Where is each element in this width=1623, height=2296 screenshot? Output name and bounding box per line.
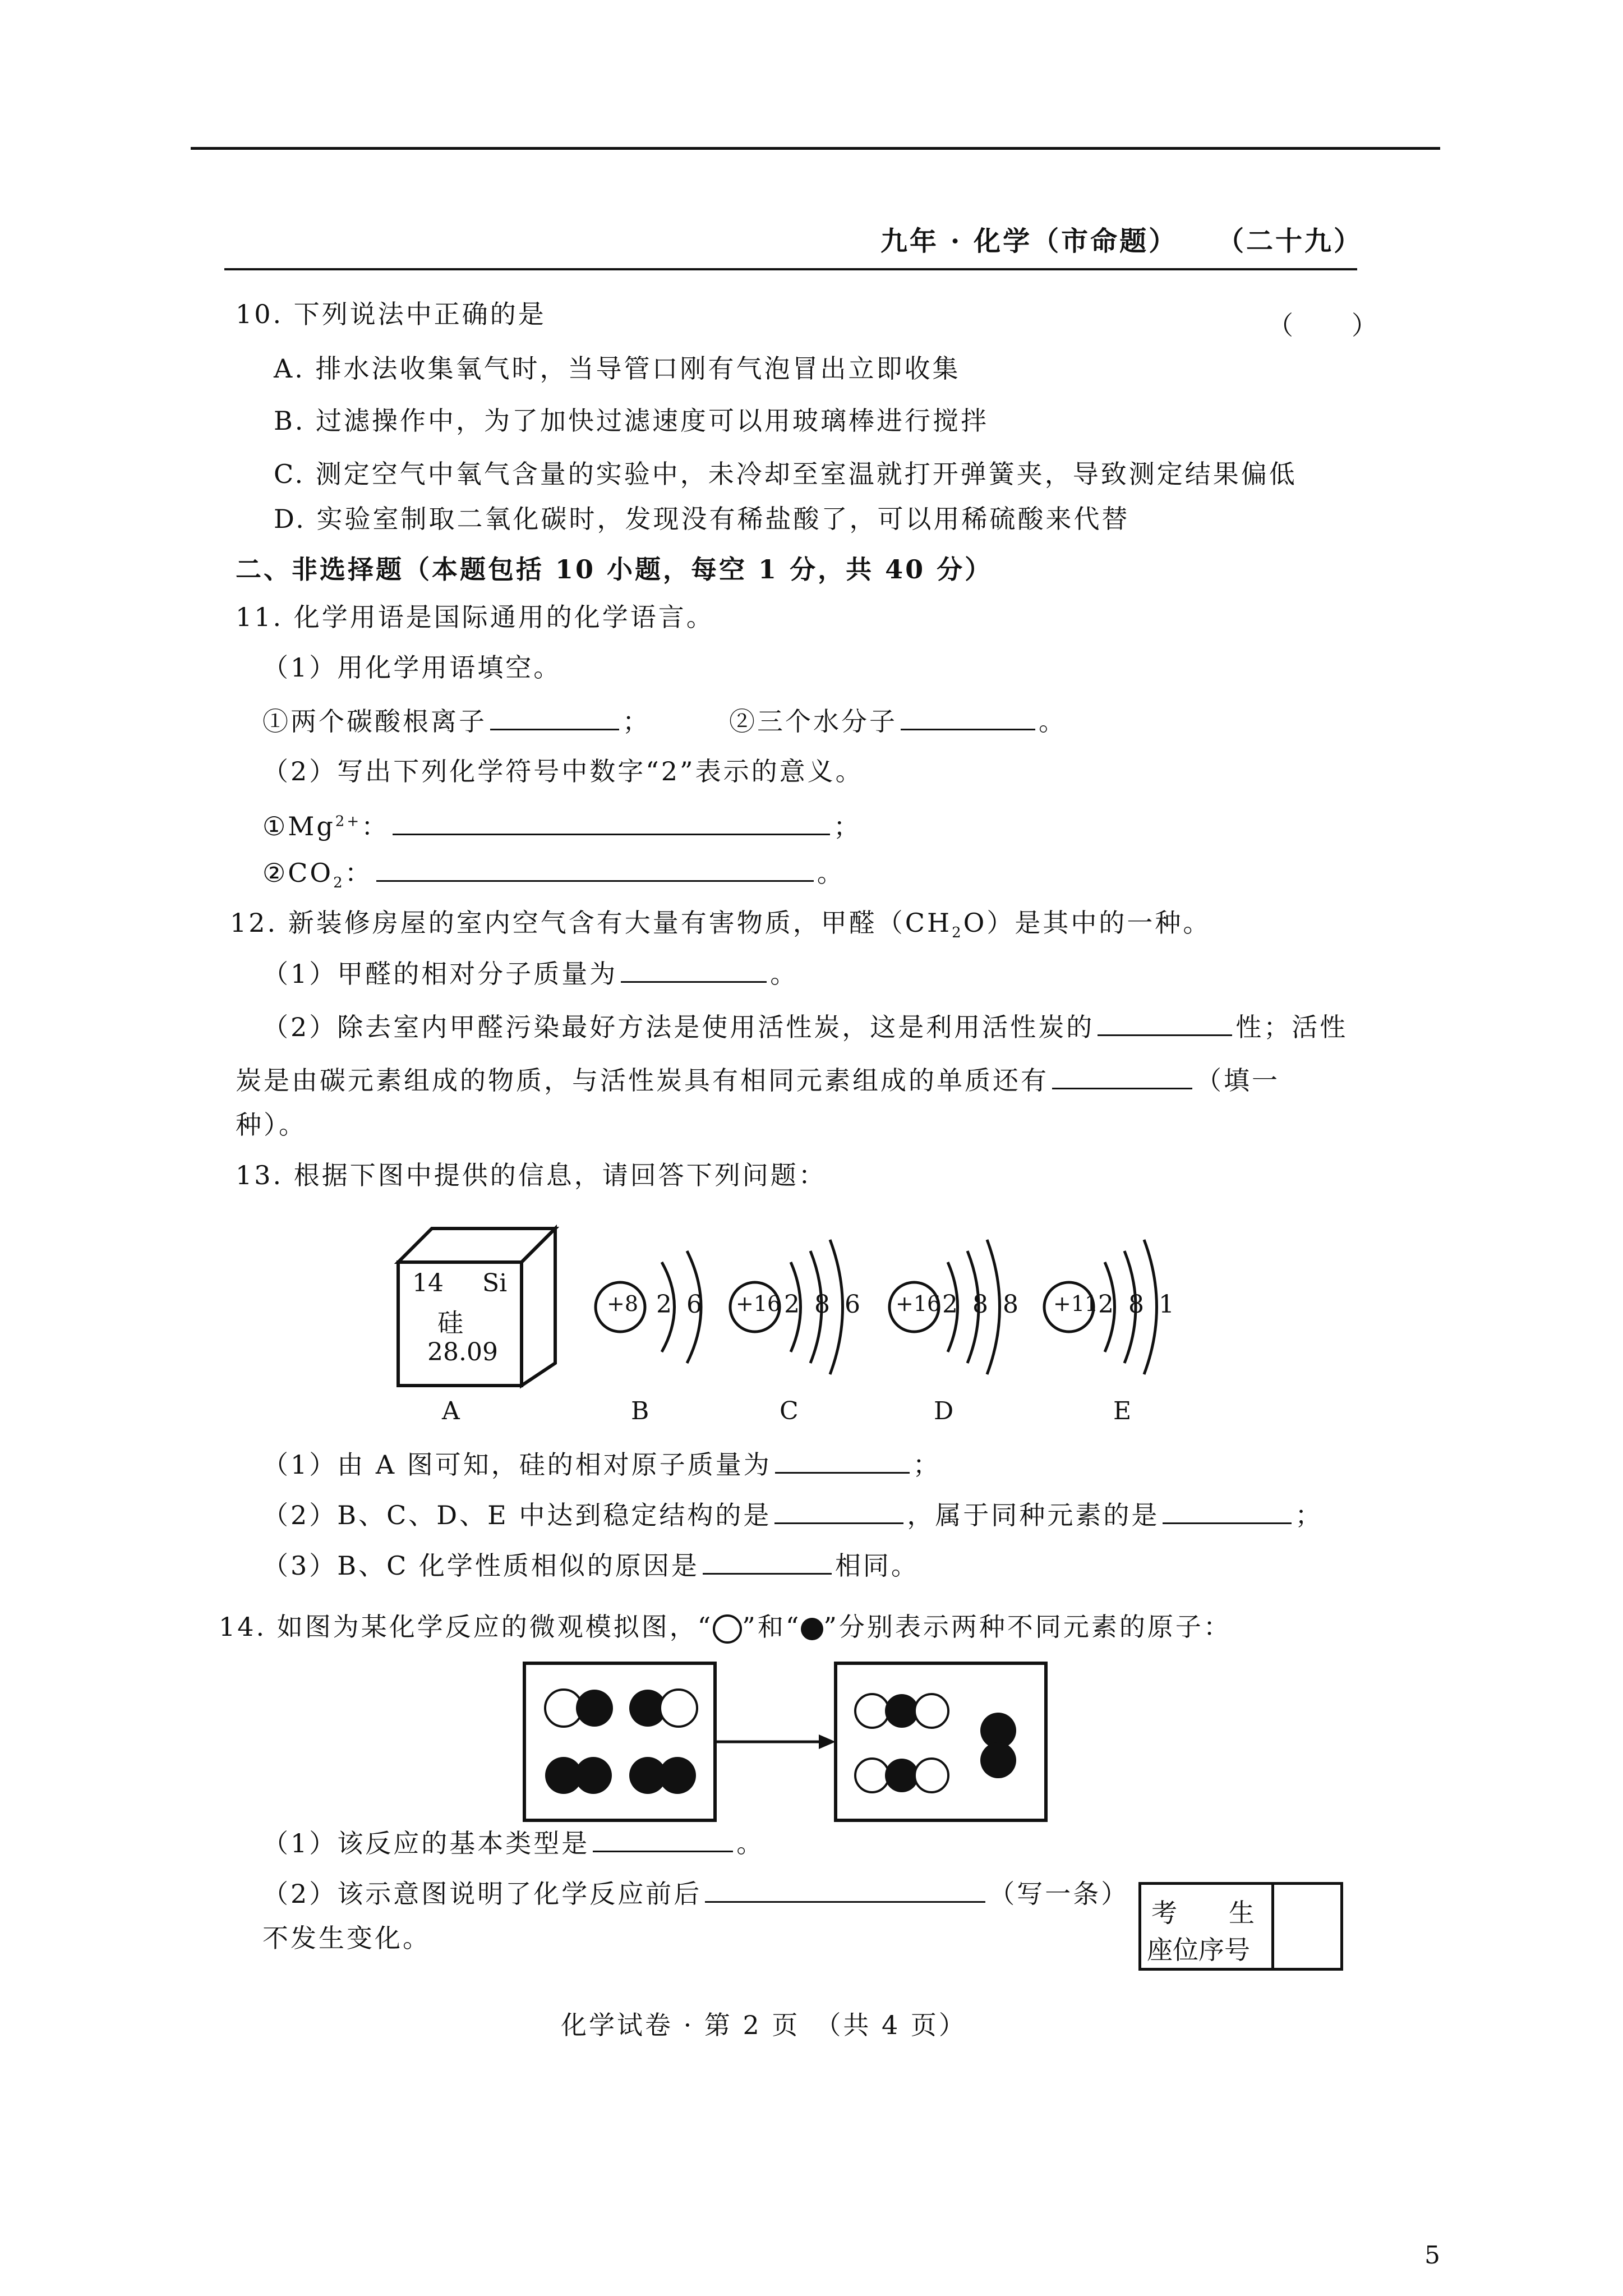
q13-p1-end: ；	[912, 1450, 941, 1480]
q12-stem-a: 12. 新装修房屋的室内空气含有大量有害物质，甲醛（CH	[230, 908, 952, 938]
q11-1b-end: 。	[1039, 706, 1067, 737]
atom-d-nucleus: +16	[896, 1291, 941, 1316]
element-number: 14	[412, 1269, 444, 1297]
q11-2b-end: 。	[817, 858, 845, 888]
q12-p2-blank1[interactable]	[1098, 1010, 1232, 1036]
q14-p2-blank[interactable]	[705, 1876, 985, 1903]
seat-box-label-2: 座位序号	[1147, 1935, 1250, 1965]
q10-answer-bracket[interactable]: （ ）	[1267, 310, 1380, 341]
q11-1a-label: ①两个碳酸根离子	[262, 706, 487, 737]
q11-2b-sub: 2	[333, 875, 345, 892]
q13-p2-blank1[interactable]	[774, 1498, 903, 1524]
label-a: A	[442, 1397, 460, 1425]
q13-part1	[262, 1447, 941, 1481]
q12-part1	[262, 956, 798, 991]
atom-d-label: D	[934, 1397, 954, 1425]
q12-p1-end: 。	[770, 959, 799, 989]
q11-2a-formula	[262, 811, 361, 841]
q14-part1	[262, 1826, 764, 1860]
atom-e-shells: 2 8 1	[1098, 1290, 1178, 1319]
header-subject: 九年 · 化学（市命题）	[880, 226, 1178, 257]
q10-option-b: B. 过滤操作中，为了加快过滤速度可以用玻璃棒进行搅拌	[274, 406, 989, 436]
q11-part1-line	[262, 704, 651, 738]
q14-stem-b: ”和“	[742, 1612, 801, 1642]
q11-2b-line	[262, 855, 845, 900]
q12-stem	[230, 906, 1211, 950]
q11-1a-end: ；	[623, 706, 651, 737]
q11-part1: （1）用化学用语填空。	[262, 652, 562, 683]
page-footer: 化学试卷 · 第 2 页 （共 4 页）	[561, 2010, 967, 2040]
q11-2a-end: ；	[833, 811, 862, 842]
q14-part2	[262, 1876, 1129, 1911]
q13-p2-label: （2）B、C、D、E 中达到稳定结构的是	[262, 1500, 772, 1530]
q14-p1-end: 。	[736, 1828, 765, 1858]
q12-p2-text3: 炭是由碳元素组成的物质，与活性炭具有相同元素组成的单质还有	[236, 1065, 1049, 1096]
q10-option-d: D. 实验室制取二氧化碳时，发现没有稀盐酸了，可以用稀硫酸来代替	[274, 504, 1130, 534]
q11-1b-blank[interactable]	[901, 704, 1035, 730]
q12-p2-text2: 性；活性	[1235, 1012, 1348, 1042]
filled-circle-icon	[801, 1618, 823, 1640]
seat-box-label-1: 考 生	[1151, 1898, 1255, 1928]
q11-2a-blank[interactable]	[393, 809, 830, 835]
atom-d-shells: 2 8 8	[942, 1290, 1022, 1319]
atom-c-shells: 2 8 6	[784, 1290, 864, 1319]
q12-part2-line2	[236, 1063, 1280, 1097]
q11-2a-line	[262, 805, 861, 843]
q13-part3	[262, 1548, 919, 1582]
q12-part2-line3: 种）。	[236, 1110, 307, 1140]
q11-2a-colon: ：	[361, 811, 390, 842]
element-symbol: Si	[482, 1269, 508, 1297]
q14-p1-label: （1）该反应的基本类型是	[262, 1828, 590, 1858]
q12-p2-text4: （填一	[1196, 1065, 1280, 1096]
q12-stem-sub: 2	[952, 924, 963, 942]
q13-p2-blank2[interactable]	[1163, 1498, 1292, 1524]
q12-part2-line1	[262, 1010, 1348, 1044]
q12-p2-text1: （2）除去室内甲醛污染最好方法是使用活性炭，这是利用活性炭的	[262, 1012, 1095, 1042]
q11-part2: （2）写出下列化学符号中数字“2”表示的意义。	[262, 756, 864, 786]
atom-b-label: B	[631, 1397, 649, 1425]
q14-stem-c: ”分别表示两种不同元素的原子：	[823, 1612, 1232, 1642]
q10-stem: 10. 下列说法中正确的是	[236, 299, 546, 329]
atom-c-nucleus: +16	[736, 1291, 781, 1316]
element-name: 硅	[437, 1308, 463, 1338]
q12-p1-blank[interactable]	[621, 956, 767, 983]
q14-stem-a: 14. 如图为某化学反应的微观模拟图，“	[219, 1612, 713, 1642]
section-heading: 二、非选择题（本题包括 10 小题，每空 1 分，共 40 分）	[236, 554, 993, 585]
q13-p3-end: 相同。	[834, 1550, 919, 1581]
top-rule	[191, 147, 1440, 150]
q11-2b-blank[interactable]	[376, 855, 814, 882]
q14-p2-hint: （写一条）	[989, 1879, 1129, 1909]
q12-p2-blank2[interactable]	[1052, 1063, 1192, 1089]
q11-1b-label: ②三个水分子	[729, 706, 897, 737]
q11-part1b	[729, 704, 1067, 738]
element-mass: 28.09	[427, 1338, 498, 1366]
atom-e-label: E	[1113, 1397, 1132, 1425]
q10-option-a: A. 排水法收集氧气时，当导管口刚有气泡冒出立即收集	[274, 353, 961, 384]
q13-stem: 13. 根据下图中提供的信息，请回答下列问题：	[236, 1160, 827, 1190]
page-number: 5	[1424, 2241, 1440, 2270]
q13-p3-blank[interactable]	[703, 1548, 832, 1575]
q11-2b-formula	[262, 858, 345, 892]
q13-p1-blank[interactable]	[775, 1447, 910, 1474]
q10-option-c: C. 测定空气中氧气含量的实验中，未冷却至室温就打开弹簧夹，导致测定结果偏低	[274, 459, 1297, 489]
q12-p1-label: （1）甲醛的相对分子质量为	[262, 959, 618, 989]
q14-p1-blank[interactable]	[593, 1826, 733, 1852]
q13-p3-label: （3）B、C 化学性质相似的原因是	[262, 1550, 699, 1581]
q11-2a-sup: 2+	[335, 813, 362, 830]
q11-stem: 11. 化学用语是国际通用的化学语言。	[236, 602, 714, 632]
q13-p1-label: （1）由 A 图可知，硅的相对原子质量为	[262, 1450, 772, 1480]
atom-b-shells: 2 6	[656, 1290, 706, 1319]
atom-b-nucleus: +8	[607, 1291, 639, 1316]
q11-2b-prefix: ②CO	[262, 858, 334, 888]
header-series: （二十九）	[1217, 226, 1363, 257]
q11-1a-blank[interactable]	[490, 704, 619, 730]
q14-stem	[219, 1610, 1232, 1644]
q11-2a-prefix: ①Mg	[262, 811, 335, 842]
atom-e-nucleus: +11	[1053, 1291, 1099, 1316]
seat-number-box	[1138, 1882, 1343, 1971]
q14-p2-label: （2）该示意图说明了化学反应前后	[262, 1879, 702, 1909]
q11-2b-colon: ：	[344, 858, 373, 888]
q13-part2	[262, 1498, 1323, 1532]
q13-p2-end: ；	[1295, 1500, 1324, 1530]
atom-c-label: C	[780, 1397, 799, 1425]
reaction-diagram	[522, 1660, 1049, 1823]
q12-stem-b: O）是其中的一种。	[963, 908, 1211, 938]
seat-number-field[interactable]	[1274, 1885, 1340, 1968]
header-rule	[224, 268, 1357, 270]
q13-p2-text: ，属于同种元素的是	[907, 1500, 1160, 1530]
open-circle-icon	[713, 1614, 742, 1644]
q14-part2-cont: 不发生变化。	[262, 1923, 431, 1953]
